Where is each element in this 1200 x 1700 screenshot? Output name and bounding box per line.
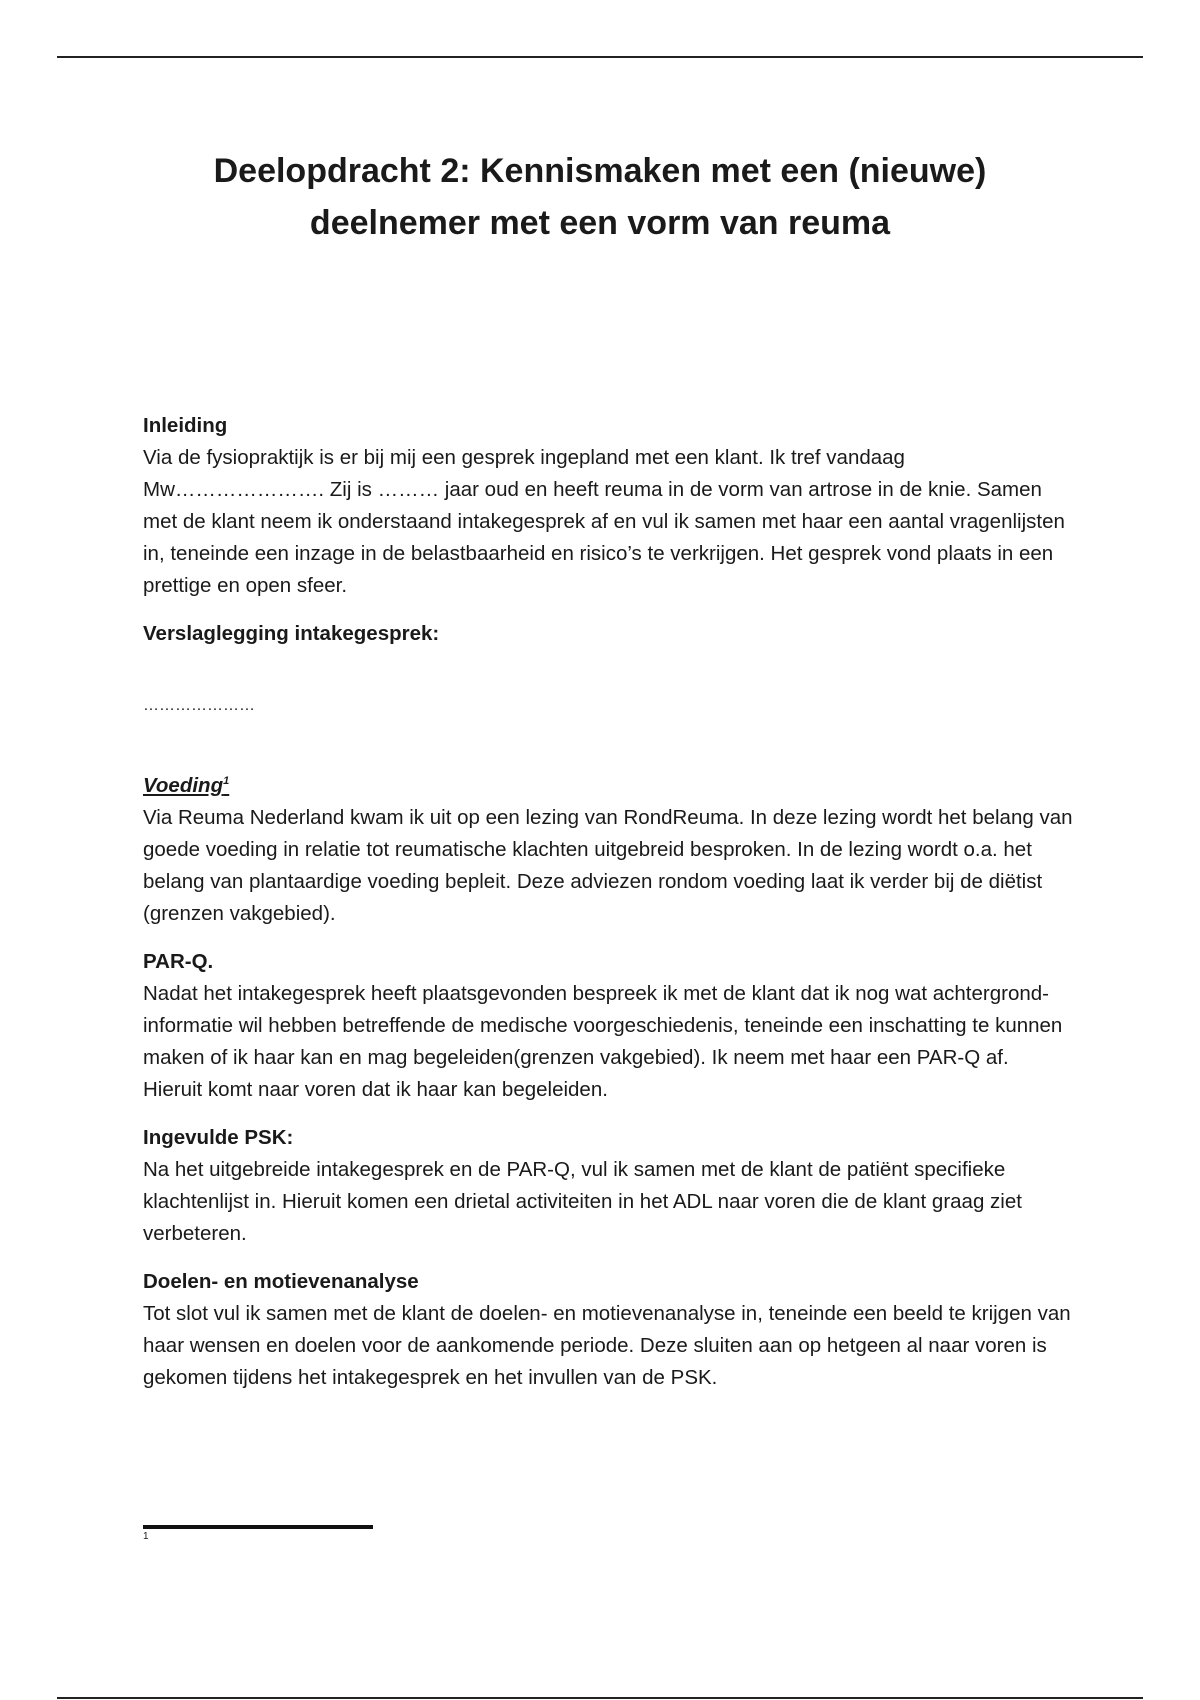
- title-line-2: deelnemer met een vorm van reuma: [309, 204, 891, 242]
- heading-voeding: [143, 770, 1073, 802]
- paragraph-inleiding: Via de fysiopraktijk is er bij mij een gesprek ingepland met een klant. Ik tref vandaag Mw…………………. Zij is ……… jaar oud en heeft reuma in de vorm van artrose in de knie. Samen met de klant neem ik onderstaand intakegesprek af en vul ik samen met haar een aantal vragenlijsten in, teneinde een inzage in de belastbaarheid en risico’s te verkrijgen. Het gesprek vond plaats in een prettige en open sfeer.: [143, 446, 1065, 597]
- section-doelen: [143, 1266, 1073, 1394]
- section-verslaglegging: [143, 618, 1073, 722]
- document-body: [143, 410, 1073, 1394]
- section-voeding: [143, 770, 1073, 930]
- heading-doelen: Doelen- en motievenanalyse: [143, 1270, 419, 1293]
- heading-psk: Ingevulde PSK:: [143, 1126, 294, 1149]
- paragraph-doelen: Tot slot vul ik samen met de klant de doelen- en motievenanalyse in, teneinde een beeld te krijgen van haar wensen en doelen voor de aankomende periode. Deze sluiten aan op hetgeen al naar voren is gekomen tijdens het intakegesprek en het invullen van de PSK.: [143, 1302, 1071, 1389]
- footnote-separator: [143, 1525, 373, 1529]
- footer-rule: [57, 1697, 1143, 1699]
- section-inleiding: [143, 410, 1073, 602]
- footnote-reference[interactable]: 1: [223, 775, 230, 788]
- heading-parq: PAR-Q.: [143, 950, 214, 973]
- paragraph-psk: Na het uitgebreide intakegesprek en de PAR-Q, vul ik samen met de klant de patiënt specifieke klachtenlijst in. Hieruit komen een drietal activiteiten in het ADL naar voren die de klant graag ziet verbeteren.: [143, 1158, 1022, 1245]
- title-line-1: Deelopdracht 2: Kennismaken met een (nieuwe): [213, 152, 987, 190]
- paragraph-voeding: Via Reuma Nederland kwam ik uit op een lezing van RondReuma. In deze lezing wordt het belang van goede voeding in relatie tot reumatische klachten uitgebreid besproken. In de lezing wordt o.a. het belang van plantaardige voeding bepleit. Deze adviezen rondom voeding laat ik verder bij de diëtist (grenzen vakgebied).: [143, 806, 1073, 925]
- section-parq: [143, 946, 1073, 1106]
- document-title: [140, 145, 1060, 249]
- paragraph-parq: Nadat het intakegesprek heeft plaatsgevonden bespreek ik met de klant dat ik nog wat achtergrond- informatie wil hebben betreffende de medische voorgeschiedenis, teneinde een inschatting te kunnen maken of ik haar kan en mag begeleiden(grenzen vakgebied). Ik neem met haar een PAR-Q af. Hieruit komt naar voren dat ik haar kan begeleiden.: [143, 982, 1063, 1101]
- section-psk: [143, 1122, 1073, 1250]
- heading-verslaglegging: Verslaglegging intakegesprek:: [143, 622, 440, 645]
- heading-inleiding: Inleiding: [143, 414, 228, 437]
- footnote-marker: 1: [143, 1531, 149, 1542]
- heading-voeding-text: Voeding: [143, 774, 224, 797]
- header-rule: [57, 56, 1143, 58]
- placeholder-dots: …………………: [143, 697, 255, 714]
